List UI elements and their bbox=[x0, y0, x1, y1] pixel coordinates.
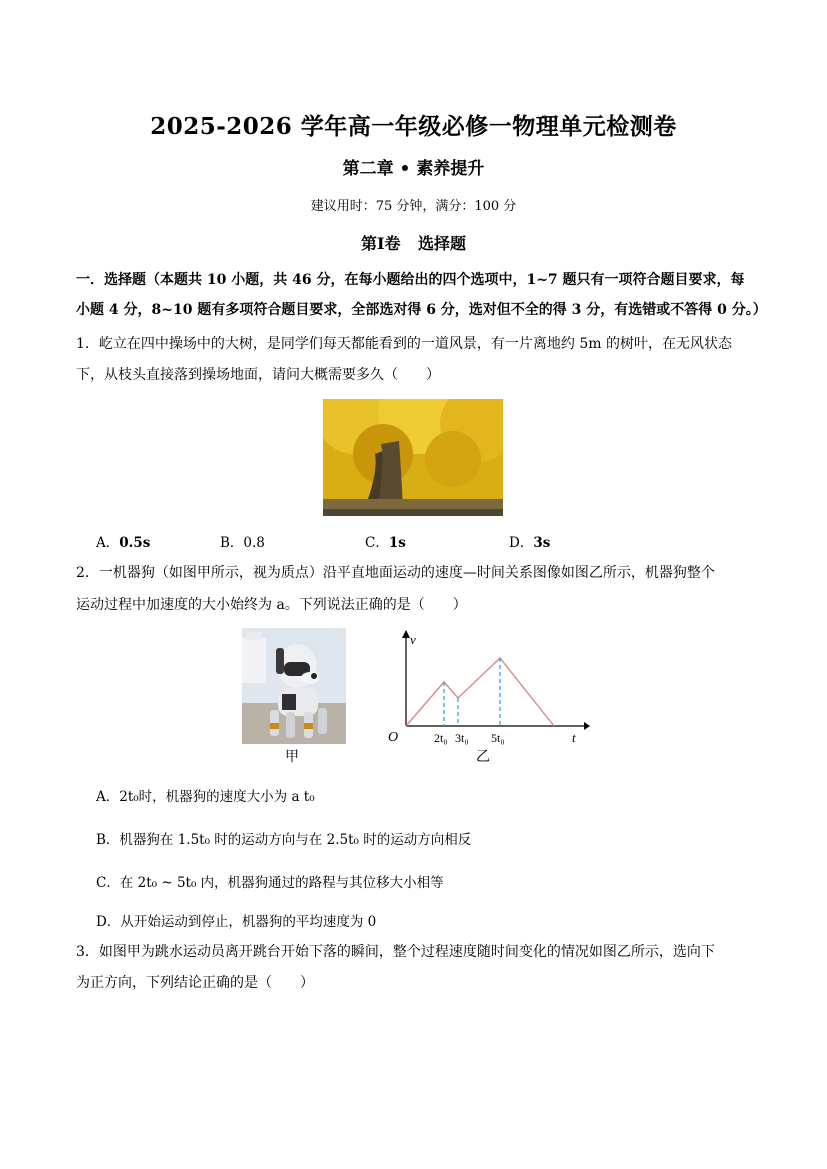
q1-option-a[interactable] bbox=[96, 531, 150, 551]
instructions-line-1: 一．选择题（本题共 10 小题，共 46 分，在每小题给出的四个选项中，1~7 题只有一项符合题目要求，每 bbox=[76, 272, 745, 288]
caption-yi: 乙 bbox=[476, 749, 490, 765]
q2-option-b[interactable]: B．机器狗在 1.5t₀ 时的运动方向与在 2.5t₀ 时的运动方向相反 bbox=[96, 832, 472, 848]
option-letter: B． bbox=[220, 535, 244, 551]
caption-jia: 甲 bbox=[285, 749, 299, 765]
velocity-time-graph bbox=[380, 628, 590, 746]
question-1-line-2: 下，从枝头直接落到操场地面，请问大概需要多久（ ） bbox=[76, 367, 440, 383]
option-letter: D． bbox=[509, 535, 534, 551]
q1-option-c[interactable] bbox=[365, 531, 406, 551]
tick-3t0: 3t₀ bbox=[455, 731, 469, 745]
robot-dog-photo bbox=[242, 628, 346, 744]
question-2-line-2: 运动过程中加速度的大小始终为 a。下列说法正确的是（ ） bbox=[76, 597, 467, 613]
option-text: 0.5s bbox=[119, 535, 151, 551]
chapter-subtitle: 第二章 • 素养提升 bbox=[342, 159, 485, 179]
q2-option-c[interactable]: C．在 2t₀ ~ 5t₀ 内，机器狗通过的路程与其位移大小相等 bbox=[96, 875, 444, 891]
option-text: 3s bbox=[533, 535, 551, 551]
section-heading: 第Ⅰ卷 选择题 bbox=[360, 234, 467, 253]
axis-label-v: v bbox=[410, 632, 416, 647]
tick-2t0: 2t₀ bbox=[434, 731, 448, 745]
q2-option-d[interactable]: D．从开始运动到停止，机器狗的平均速度为 0 bbox=[96, 914, 377, 930]
tick-5t0: 5t₀ bbox=[491, 731, 505, 745]
tree-photo bbox=[323, 399, 503, 516]
q1-option-d[interactable] bbox=[509, 531, 550, 551]
question-1-line-1: 1．屹立在四中操场中的大树，是同学们每天都能看到的一道风景，有一片离地约 5m 的树叶，在无风状态 bbox=[76, 336, 732, 352]
option-text: 1s bbox=[388, 535, 406, 551]
question-3-line-1: 3．如图甲为跳水运动员离开跳台开始下落的瞬间，整个过程速度随时间变化的情况如图乙所示，选向下 bbox=[76, 944, 715, 960]
exam-info: 建议用时：75 分钟，满分：100 分 bbox=[310, 199, 517, 214]
q2-option-a[interactable]: A．2t₀时，机器狗的速度大小为 a t₀ bbox=[96, 789, 315, 805]
option-letter: A． bbox=[96, 535, 120, 551]
page-title: 2025-2026 学年高一年级必修一物理单元检测卷 bbox=[150, 113, 677, 140]
instructions-line-2: 小题 4 分，8~10 题有多项符合题目要求，全部选对得 6 分，选对但不全的得 3 分，有选错或不答得 0 分。） bbox=[76, 302, 767, 318]
question-2-line-1: 2．一机器狗（如图甲所示，视为质点）沿平直地面运动的速度—时间关系图像如图乙所示，机器狗整个 bbox=[76, 565, 715, 581]
origin-label: O bbox=[388, 730, 399, 745]
axis-label-t: t bbox=[572, 730, 576, 745]
option-text: 0.8 bbox=[243, 535, 265, 551]
option-letter: C． bbox=[365, 535, 389, 551]
q1-option-b[interactable] bbox=[220, 531, 265, 551]
question-3-line-2: 为正方向，下列结论正确的是（ ） bbox=[76, 975, 314, 991]
